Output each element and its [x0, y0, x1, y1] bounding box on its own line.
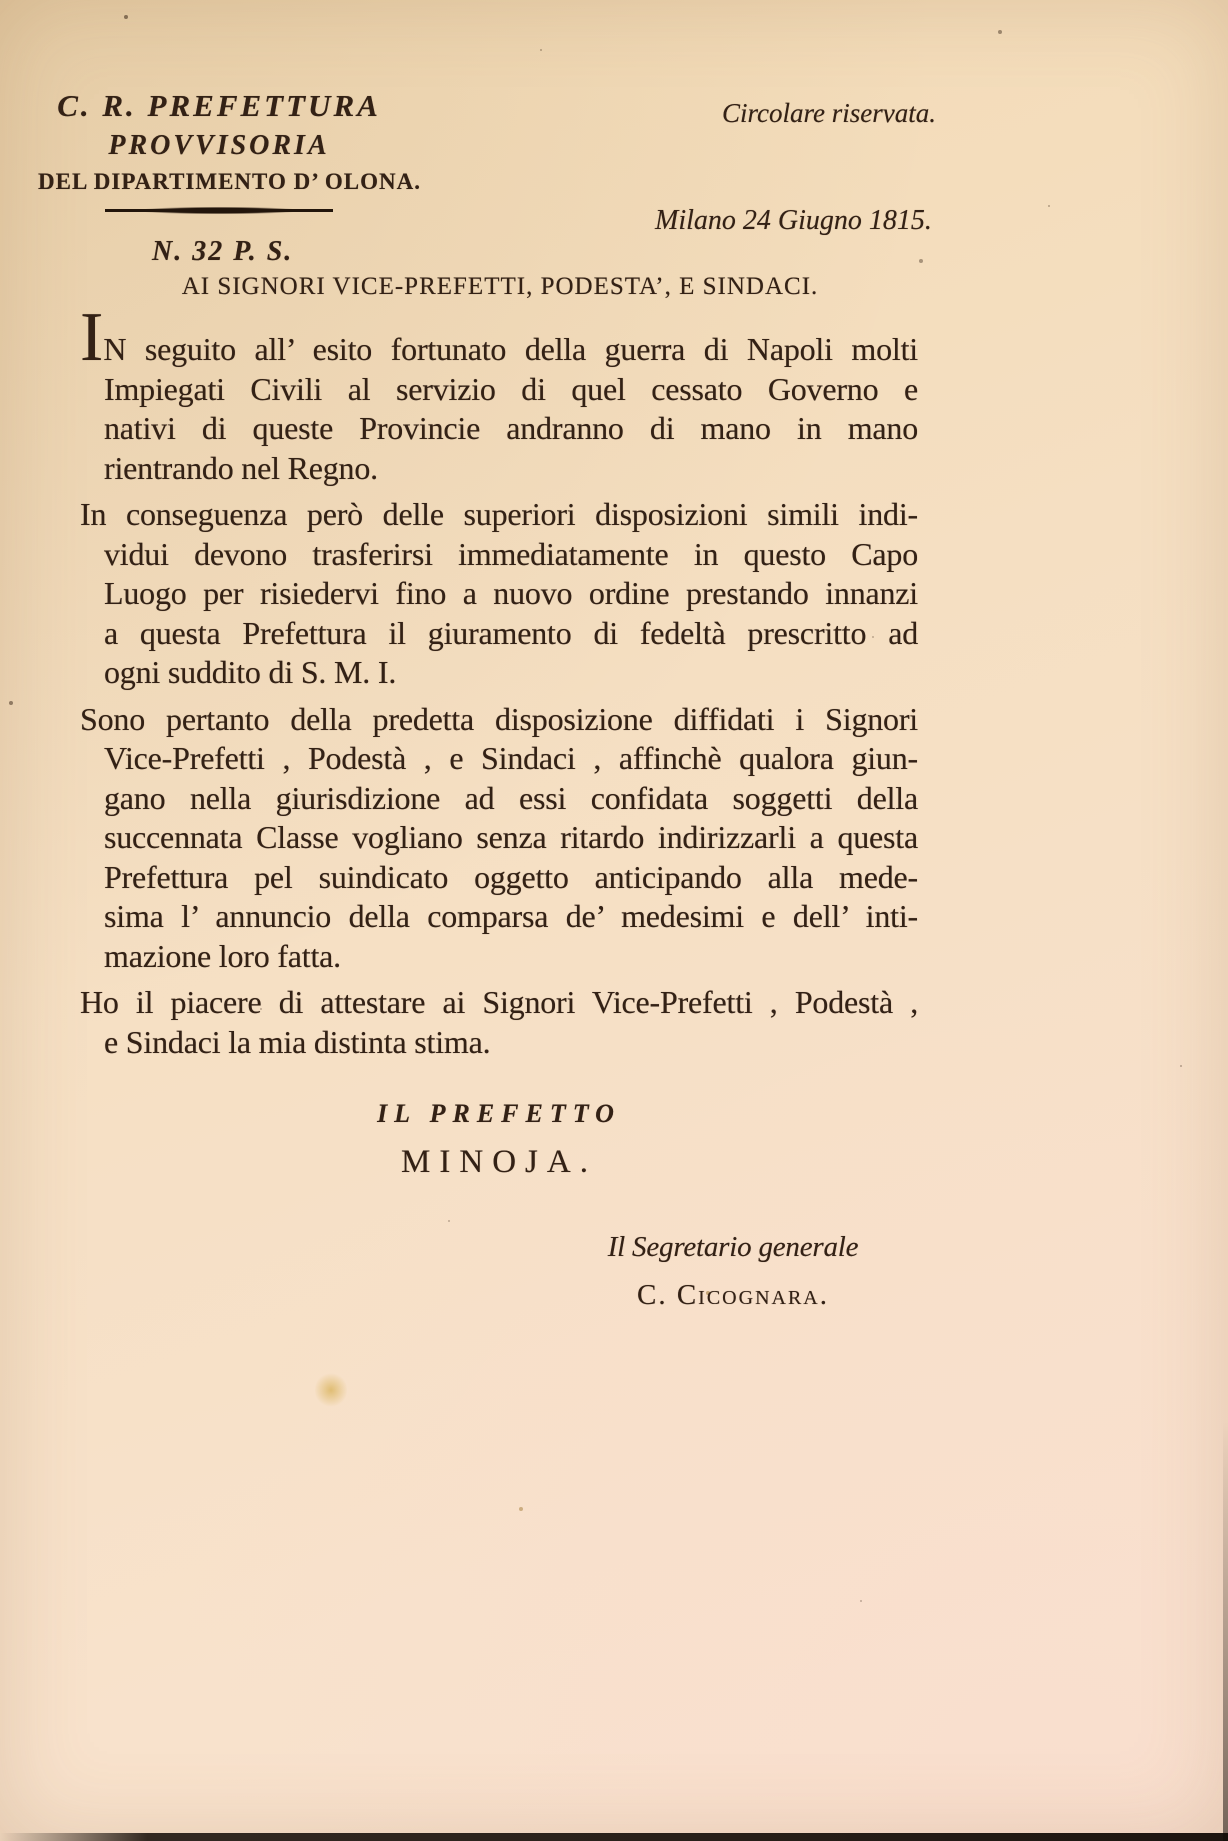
body-line: Luogo per risiedervi fino a nuovo ordine prestando innanzi — [104, 575, 918, 611]
secretary-title: Il Segretario generale — [607, 1231, 859, 1263]
letterhead-office-line3: DEL DIPARTIMENTO D’ OLONA. — [38, 169, 422, 194]
body-line: In conseguenza però delle superiori disposizioni simili indi- — [80, 496, 918, 532]
secretary-block — [548, 1228, 918, 1315]
paper-speckles — [0, 0, 2, 2]
protocol-number: N. 32 P. S. — [152, 236, 294, 267]
scan-edge-right — [1223, 1421, 1228, 1841]
body-line: IN seguito all’ esito fortunato della guerra di Napoli molti — [80, 299, 918, 376]
body-line: ogni suddito di S. M. I. — [104, 654, 397, 690]
document-body — [80, 299, 918, 1315]
letterhead — [38, 88, 422, 215]
body-line: a questa Prefettura il giuramento di fedeltà prescritto ad — [104, 614, 918, 651]
body-line: gano nella giurisdizione ad essi confidata soggetti della — [104, 779, 918, 816]
signature-name: MINOJA. — [401, 1143, 597, 1180]
scan-edge-bottom — [0, 1833, 1228, 1841]
body-line: sima l’ annuncio della comparsa de’ medesimi e dell’ inti- — [104, 898, 918, 934]
body-line: rientrando nel Regno. — [104, 449, 378, 486]
body-paragraph — [80, 700, 918, 977]
dateline: Milano 24 Giugno 1815. — [655, 205, 932, 236]
paper-stain — [315, 1372, 347, 1408]
letterhead-office-line2: PROVVISORIA — [108, 130, 330, 161]
body-line: Ho il piacere di attestare ai Signori Vice-Prefetti , Podestà , — [80, 984, 918, 1020]
body-line: succennata Classe vogliano senza ritardo indirizzarli a questa — [104, 819, 918, 855]
body-line: Sono pertanto della predetta disposizione diffidati i Signori — [80, 700, 918, 737]
signature-block — [80, 1094, 918, 1182]
body-line: nativi di queste Provincie andranno di mano in mano — [104, 410, 918, 446]
body-line: Prefettura pel suindicato oggetto anticipando alla mede- — [104, 858, 918, 895]
body-line: Impiegati Civili al servizio di quel cessato Governo e — [104, 370, 918, 407]
letterhead-office-line1: C. R. PREFETTURA — [57, 88, 381, 123]
circular-label: Circolare riservata. — [722, 98, 936, 128]
drop-cap-initial: I — [80, 299, 104, 376]
addressees-line: AI SIGNORI VICE-PREFETTI, PODESTA’, E SINDACI. — [181, 273, 819, 300]
body-paragraph — [80, 495, 918, 693]
body-line: vidui devono trasferirsi immediatamente in questo Capo — [104, 535, 918, 572]
body-line: mazione loro fatta. — [104, 937, 341, 974]
body-paragraph — [80, 299, 918, 488]
body-line: Vice-Prefetti , Podestà , e Sindaci , affinchè qualora giun- — [104, 740, 918, 776]
signature-title: IL PREFETTO — [377, 1099, 621, 1128]
secretary-name: C. Cicognara. — [637, 1278, 829, 1311]
body-paragraph — [80, 983, 918, 1062]
paragraphs-container — [80, 299, 918, 1062]
decorative-rule — [100, 206, 338, 215]
body-line: e Sindaci la mia distinta stima. — [104, 1023, 491, 1060]
